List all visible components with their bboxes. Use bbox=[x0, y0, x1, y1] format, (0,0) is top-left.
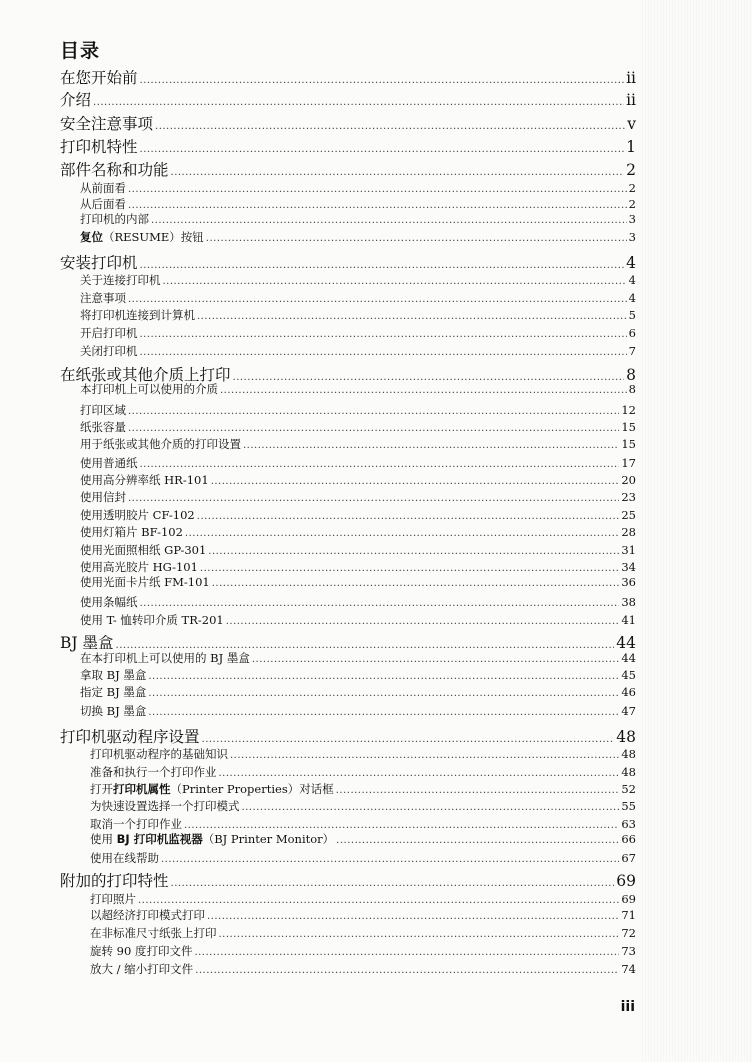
toc-page-number: 4 bbox=[628, 291, 636, 305]
toc-page-number: 69 bbox=[621, 892, 636, 906]
toc-page-number: 45 bbox=[621, 668, 636, 682]
dot-leader bbox=[128, 406, 619, 417]
toc-entry-title: 以超经济打印模式打印 bbox=[90, 908, 205, 922]
toc-chapter bbox=[60, 869, 636, 891]
toc-section bbox=[90, 781, 636, 797]
toc-entry-title: 从前面看 bbox=[80, 181, 126, 195]
toc-entry-title: 使用条幅纸 bbox=[80, 595, 138, 609]
toc-entry-title: 打开打印机属性（Printer Properties）对话框 bbox=[90, 782, 334, 796]
dot-leader bbox=[207, 911, 619, 922]
dot-leader bbox=[93, 97, 624, 108]
dot-leader bbox=[163, 276, 627, 287]
toc-page-number: 6 bbox=[628, 326, 636, 340]
toc-page-number: 52 bbox=[621, 782, 636, 796]
toc-page-number: ii bbox=[626, 69, 636, 87]
toc-entry-title: 将打印机连接到计算机 bbox=[80, 308, 195, 322]
toc-page-number: 72 bbox=[621, 926, 636, 940]
dot-leader bbox=[220, 385, 627, 396]
toc-section bbox=[80, 574, 636, 590]
toc-section bbox=[80, 196, 636, 212]
dot-leader bbox=[128, 423, 619, 434]
dot-leader bbox=[161, 854, 619, 865]
dot-leader bbox=[226, 616, 620, 627]
dot-leader bbox=[197, 511, 620, 522]
toc-entry-title: 在您开始前 bbox=[60, 69, 138, 87]
dot-leader bbox=[219, 929, 620, 940]
toc-section bbox=[80, 612, 636, 628]
dot-leader bbox=[128, 493, 619, 504]
toc-page-number: 48 bbox=[616, 728, 636, 746]
toc-entry-title: 使用 T- 恤转印介质 TR-201 bbox=[80, 613, 224, 627]
toc-section bbox=[90, 798, 636, 814]
toc-entry-title: 取消一个打印作业 bbox=[90, 817, 182, 831]
dot-leader bbox=[140, 260, 625, 271]
toc-section bbox=[90, 764, 636, 780]
dot-leader bbox=[148, 707, 619, 718]
toc-page-number: 15 bbox=[621, 437, 636, 451]
dot-leader bbox=[140, 598, 620, 609]
toc-page-number: 20 bbox=[621, 473, 636, 487]
toc-entry-title: 使用普通纸 bbox=[80, 456, 138, 470]
toc-entry-title: 打印机特性 bbox=[60, 138, 138, 156]
toc-section bbox=[80, 542, 636, 558]
toc-entry-title: 用于纸张或其他介质的打印设置 bbox=[80, 437, 241, 451]
toc-entry-title: 附加的打印特性 bbox=[60, 872, 169, 890]
page-number: iii bbox=[620, 999, 635, 1015]
dot-leader bbox=[336, 785, 620, 796]
toc-entry-title: 为快速设置选择一个打印模式 bbox=[90, 799, 240, 813]
dot-leader bbox=[185, 528, 619, 539]
toc-entry-title: 使用光面卡片纸 FM-101 bbox=[80, 575, 210, 589]
toc-section bbox=[80, 272, 636, 288]
toc-chapter bbox=[60, 135, 636, 157]
toc-page-number: 66 bbox=[621, 832, 636, 846]
toc-entry-title: 使用信封 bbox=[80, 490, 126, 504]
dot-leader bbox=[197, 311, 627, 322]
toc-page-number: 23 bbox=[621, 490, 636, 504]
toc-chapter bbox=[60, 725, 636, 747]
toc-entry-title: 指定 BJ 墨盒 bbox=[80, 685, 147, 699]
dot-leader bbox=[195, 965, 619, 976]
toc-section bbox=[80, 489, 636, 505]
toc-entry-title: 旋转 90 度打印文件 bbox=[90, 944, 193, 958]
toc-entry-title: 复位（RESUME）按钮 bbox=[80, 230, 204, 244]
toc-entry-title: 从后面看 bbox=[80, 197, 126, 211]
toc-section bbox=[80, 436, 636, 452]
toc-entry-title: 安装打印机 bbox=[60, 254, 138, 272]
toc-entry-title: 准备和执行一个打印作业 bbox=[90, 765, 217, 779]
toc-section bbox=[90, 746, 636, 762]
dot-leader bbox=[184, 820, 619, 831]
toc-entry-title: 打印照片 bbox=[90, 892, 136, 906]
toc-page-number: 3 bbox=[628, 212, 636, 226]
toc-section bbox=[80, 290, 636, 306]
toc-page-number: 67 bbox=[621, 851, 636, 865]
toc-page-number: 1 bbox=[626, 138, 636, 156]
dot-leader bbox=[155, 121, 625, 132]
toc-entry-title: 放大 / 缩小打印文件 bbox=[90, 962, 194, 976]
toc-entry-title: 纸张容量 bbox=[80, 420, 126, 434]
toc-section bbox=[80, 402, 636, 418]
toc-page-number: 8 bbox=[628, 382, 636, 396]
dot-leader bbox=[243, 440, 619, 451]
dot-leader bbox=[138, 895, 619, 906]
toc-section bbox=[80, 325, 636, 341]
dot-leader bbox=[140, 144, 625, 155]
toc-page-number: 15 bbox=[621, 420, 636, 434]
toc-page-number: ii bbox=[626, 91, 636, 109]
toc-entry-title: 使用灯箱片 BF-102 bbox=[80, 525, 183, 539]
toc-section bbox=[80, 507, 636, 523]
toc-section bbox=[80, 419, 636, 435]
toc-entry-title: 关闭打印机 bbox=[80, 344, 138, 358]
toc-chapter bbox=[60, 112, 636, 134]
dot-leader bbox=[242, 802, 620, 813]
toc-entry-title: 关于连接打印机 bbox=[80, 273, 161, 287]
toc-section bbox=[80, 455, 636, 471]
toc-entry-title: 安全注意事项 bbox=[60, 115, 154, 133]
dot-leader bbox=[211, 476, 620, 487]
toc-page-number: 5 bbox=[628, 308, 636, 322]
toc-section bbox=[80, 211, 636, 227]
toc-entry-title: 使用光面照相纸 GP-301 bbox=[80, 543, 207, 557]
toc-section bbox=[80, 684, 636, 700]
toc-section bbox=[80, 180, 636, 196]
toc-section bbox=[80, 307, 636, 323]
dot-leader bbox=[200, 563, 619, 574]
toc-entry-title: 打印区域 bbox=[80, 403, 126, 417]
toc-entry-title: 打印机驱动程序的基础知识 bbox=[90, 747, 228, 761]
toc-page-number: 12 bbox=[621, 403, 636, 417]
toc-page-number: 7 bbox=[628, 344, 636, 358]
toc-page-number: 2 bbox=[628, 197, 636, 211]
toc-section bbox=[90, 943, 636, 959]
toc-entry-title: 使用 BJ 打印机监视器（BJ Printer Monitor） bbox=[90, 832, 335, 846]
toc-entry-title: 切换 BJ 墨盒 bbox=[80, 704, 147, 718]
dot-leader bbox=[252, 654, 619, 665]
toc-chapter bbox=[60, 88, 636, 110]
dot-leader bbox=[202, 734, 615, 745]
dot-leader bbox=[206, 233, 627, 244]
toc-section bbox=[90, 831, 636, 847]
toc-page-number: 17 bbox=[621, 456, 636, 470]
dot-leader bbox=[171, 878, 615, 889]
toc-page-number: 73 bbox=[621, 944, 636, 958]
dot-leader bbox=[140, 329, 627, 340]
dot-leader bbox=[140, 75, 625, 86]
toc-page-number: 55 bbox=[621, 799, 636, 813]
toc-section bbox=[90, 816, 636, 832]
dot-leader bbox=[171, 167, 625, 178]
toc-page-number: 36 bbox=[621, 575, 636, 589]
toc-page-number: 41 bbox=[621, 613, 636, 627]
toc-page-number: 31 bbox=[621, 543, 636, 557]
dot-leader bbox=[212, 578, 620, 589]
toc-entry-title: 本打印机上可以使用的介质 bbox=[80, 382, 218, 396]
dot-leader bbox=[230, 750, 619, 761]
toc-section bbox=[90, 907, 636, 923]
toc-page-number: 28 bbox=[621, 525, 636, 539]
toc-page-number: 34 bbox=[621, 560, 636, 574]
toc-page-number: 8 bbox=[626, 366, 636, 384]
toc-entry-title: 拿取 BJ 墨盒 bbox=[80, 668, 147, 682]
dot-leader bbox=[148, 671, 619, 682]
toc-section bbox=[90, 925, 636, 941]
toc-entry-title: 介绍 bbox=[60, 91, 92, 109]
toc-section bbox=[80, 229, 636, 245]
toc-section bbox=[80, 667, 636, 683]
toc-page-number: 47 bbox=[621, 704, 636, 718]
toc-entry-title: 在非标准尺寸纸张上打印 bbox=[90, 926, 217, 940]
toc-page-number: 2 bbox=[628, 181, 636, 195]
toc-page-number: 48 bbox=[621, 765, 636, 779]
dot-leader bbox=[140, 459, 620, 470]
dot-leader bbox=[336, 835, 619, 846]
dot-leader bbox=[148, 688, 619, 699]
toc-page-number: 48 bbox=[621, 747, 636, 761]
toc-entry-title: 打印机的内部 bbox=[80, 212, 149, 226]
dot-leader bbox=[208, 546, 619, 557]
toc-page-number: 69 bbox=[616, 872, 636, 890]
dot-leader bbox=[128, 200, 627, 211]
toc-entry-title: 部件名称和功能 bbox=[60, 161, 169, 179]
toc-chapter bbox=[60, 66, 636, 88]
toc-page-number: 46 bbox=[621, 685, 636, 699]
toc-page-number: 4 bbox=[628, 273, 636, 287]
toc-page-number: 4 bbox=[626, 254, 636, 272]
toc-page-number: v bbox=[627, 115, 636, 133]
toc-page-number: 25 bbox=[621, 508, 636, 522]
toc-page-number: 2 bbox=[626, 161, 636, 179]
toc-section bbox=[80, 472, 636, 488]
toc-entry-title: 使用在线帮助 bbox=[90, 851, 159, 865]
toc-entry-title: 使用高分辨率纸 HR-101 bbox=[80, 473, 209, 487]
toc-entry-title: BJ 墨盒 bbox=[60, 634, 114, 652]
toc-section bbox=[80, 650, 636, 666]
toc-section bbox=[90, 891, 636, 907]
toc-page-number: 38 bbox=[621, 595, 636, 609]
toc-entry-title: 在纸张或其他介质上打印 bbox=[60, 366, 231, 384]
toc-page-number: 74 bbox=[621, 962, 636, 976]
toc-chapter bbox=[60, 158, 636, 180]
toc-section bbox=[80, 524, 636, 540]
toc-section bbox=[90, 850, 636, 866]
toc-section bbox=[80, 594, 636, 610]
toc-entry-title: 使用透明胶片 CF-102 bbox=[80, 508, 195, 522]
dot-leader bbox=[128, 294, 627, 305]
toc-page-number: 44 bbox=[621, 651, 636, 665]
toc-section bbox=[80, 343, 636, 359]
toc-page-number: 3 bbox=[628, 230, 636, 244]
scan-edge-shading bbox=[642, 0, 752, 1062]
dot-leader bbox=[128, 184, 627, 195]
toc-chapter bbox=[60, 251, 636, 273]
toc-section bbox=[80, 381, 636, 397]
toc-section bbox=[90, 961, 636, 977]
page-title: 目录 bbox=[60, 40, 101, 62]
toc-page-number: 44 bbox=[616, 634, 636, 652]
toc-section bbox=[80, 559, 636, 575]
toc-entry-title: 打印机驱动程序设置 bbox=[60, 728, 200, 746]
dot-leader bbox=[194, 947, 619, 958]
toc-section bbox=[80, 703, 636, 719]
toc-entry-title: 开启打印机 bbox=[80, 326, 138, 340]
toc-entry-title: 在本打印机上可以使用的 BJ 墨盒 bbox=[80, 651, 250, 665]
dot-leader bbox=[151, 215, 627, 226]
toc-page-number: 63 bbox=[621, 817, 636, 831]
dot-leader bbox=[219, 768, 620, 779]
toc-entry-title: 注意事项 bbox=[80, 291, 126, 305]
toc-page-number: 71 bbox=[621, 908, 636, 922]
toc-entry-title: 使用高光胶片 HG-101 bbox=[80, 560, 198, 574]
dot-leader bbox=[140, 347, 627, 358]
